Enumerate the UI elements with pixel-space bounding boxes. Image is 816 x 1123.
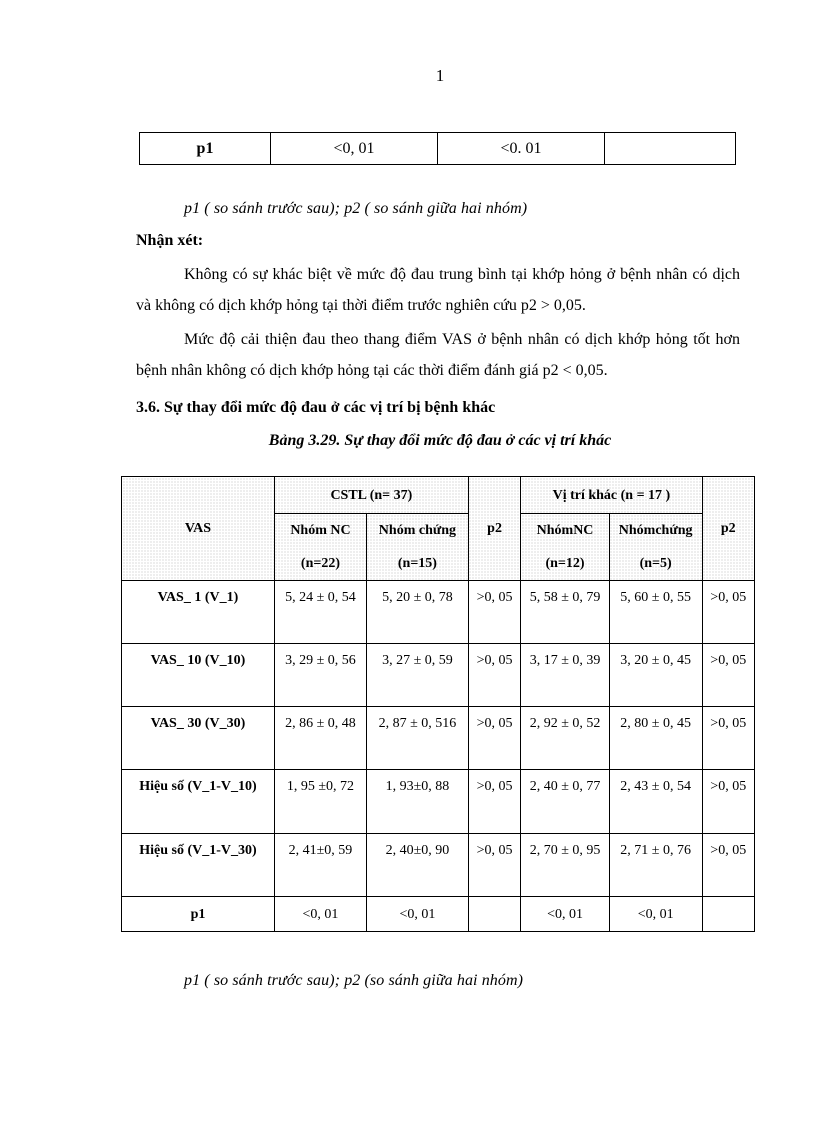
subgroup-label: Nhóm chứng (378, 523, 457, 538)
subgroup-count: (n=15) (397, 556, 437, 571)
header-group-cstl: CSTL (n= 37) (274, 477, 468, 514)
table-cell: 2, 70 ± 0, 95 (521, 834, 609, 897)
table-cell: 2, 80 ± 0, 45 (609, 707, 702, 770)
table-cell: p1 (140, 133, 271, 165)
table-footnote: p1 ( so sánh trước sau); p2 (so sánh giữa hai nhóm) (184, 972, 524, 989)
header-subgroup (609, 514, 702, 581)
table-cell: >0, 05 (468, 644, 520, 707)
table-cell: <0, 01 (274, 897, 366, 932)
table-cell: 3, 20 ± 0, 45 (609, 644, 702, 707)
header-subgroup (274, 514, 366, 581)
pain-change-table (121, 476, 755, 932)
table-footnote: p1 ( so sánh trước sau); p2 ( so sánh giữa hai nhóm) (184, 200, 528, 217)
table-cell: 2, 87 ± 0, 516 (366, 707, 468, 770)
table-cell: 1, 95 ±0, 72 (274, 770, 366, 834)
table-cell (468, 897, 520, 932)
table-cell: >0, 05 (468, 707, 520, 770)
top-table (139, 132, 736, 165)
section-title: 3.6. Sự thay đổi mức độ đau ở các vị trí bị bệnh khác (136, 399, 496, 416)
table-cell: >0, 05 (702, 707, 755, 770)
table-cell: 2, 86 ± 0, 48 (274, 707, 366, 770)
table-cell: >0, 05 (702, 644, 755, 707)
table-cell: >0, 05 (468, 581, 520, 644)
paragraph: Không có sự khác biệt về mức độ đau trung bình tại khớp hỏng ở bệnh nhân có dịch và không có dịch khớp hỏng tại thời điểm trước nghiên cứu p2 > 0,05. (136, 266, 740, 314)
table-cell (605, 133, 736, 165)
table-cell: <0, 01 (366, 897, 468, 932)
subgroup-count: (n=12) (545, 556, 585, 571)
header-subgroup (366, 514, 468, 581)
table-cell: >0, 05 (702, 581, 755, 644)
table-cell: 5, 60 ± 0, 55 (609, 581, 702, 644)
table-cell: <0, 01 (521, 897, 609, 932)
subgroup-count: (n=5) (639, 556, 672, 571)
row-label: p1 (122, 897, 275, 932)
table-cell: <0, 01 (609, 897, 702, 932)
table-row (122, 581, 755, 644)
table-cell: >0, 05 (702, 770, 755, 834)
table-cell: 2, 43 ± 0, 54 (609, 770, 702, 834)
remark-title: Nhận xét: (136, 232, 204, 249)
table-cell: 2, 71 ± 0, 76 (609, 834, 702, 897)
table-cell: 2, 40±0, 90 (366, 834, 468, 897)
table-cell: 5, 24 ± 0, 54 (274, 581, 366, 644)
row-label: VAS_ 30 (V_30) (122, 707, 275, 770)
table-cell: 5, 58 ± 0, 79 (521, 581, 609, 644)
table-cell: 3, 29 ± 0, 56 (274, 644, 366, 707)
row-label: Hiệu số (V_1-V_10) (122, 770, 275, 834)
header-p2: p2 (468, 477, 520, 581)
header-vas: VAS (122, 477, 275, 581)
table-row (122, 834, 755, 897)
table-cell: 1, 93±0, 88 (366, 770, 468, 834)
header-p2: p2 (702, 477, 755, 581)
table-row (122, 770, 755, 834)
header-group-other: Vị trí khác (n = 17 ) (521, 477, 702, 514)
paragraph: Mức độ cải thiện đau theo thang điểm VAS ở bệnh nhân có dịch khớp hỏng tốt hơn bệnh nhân không có dịch khớp hỏng tại các thời điểm đánh giá p2 < 0,05. (136, 331, 740, 379)
table-cell: >0, 05 (468, 770, 520, 834)
table-row (122, 644, 755, 707)
subgroup-label: Nhómchứng (618, 523, 693, 538)
header-subgroup (521, 514, 609, 581)
subgroup-count: (n=22) (300, 556, 340, 571)
table-cell: >0, 05 (702, 834, 755, 897)
table-cell (702, 897, 755, 932)
table-row (122, 897, 755, 932)
table-cell: 2, 40 ± 0, 77 (521, 770, 609, 834)
table-cell: 2, 41±0, 59 (274, 834, 366, 897)
subgroup-label: Nhóm NC (290, 523, 351, 538)
table-cell: 3, 27 ± 0, 59 (366, 644, 468, 707)
row-label: VAS_ 1 (V_1) (122, 581, 275, 644)
page-number: 1 (435, 66, 445, 85)
table-cell: <0. 01 (438, 133, 605, 165)
table-row (140, 133, 736, 165)
table-cell: <0, 01 (271, 133, 438, 165)
table-row (122, 707, 755, 770)
subgroup-label: NhómNC (536, 523, 594, 538)
table-cell: >0, 05 (468, 834, 520, 897)
table-header-row (122, 477, 755, 514)
table-caption: Bảng 3.29. Sự thay đổi mức độ đau ở các vị trí khác (268, 432, 612, 449)
table-cell: 3, 17 ± 0, 39 (521, 644, 609, 707)
row-label: Hiệu số (V_1-V_30) (122, 834, 275, 897)
table-cell: 5, 20 ± 0, 78 (366, 581, 468, 644)
table-cell: 2, 92 ± 0, 52 (521, 707, 609, 770)
row-label: VAS_ 10 (V_10) (122, 644, 275, 707)
